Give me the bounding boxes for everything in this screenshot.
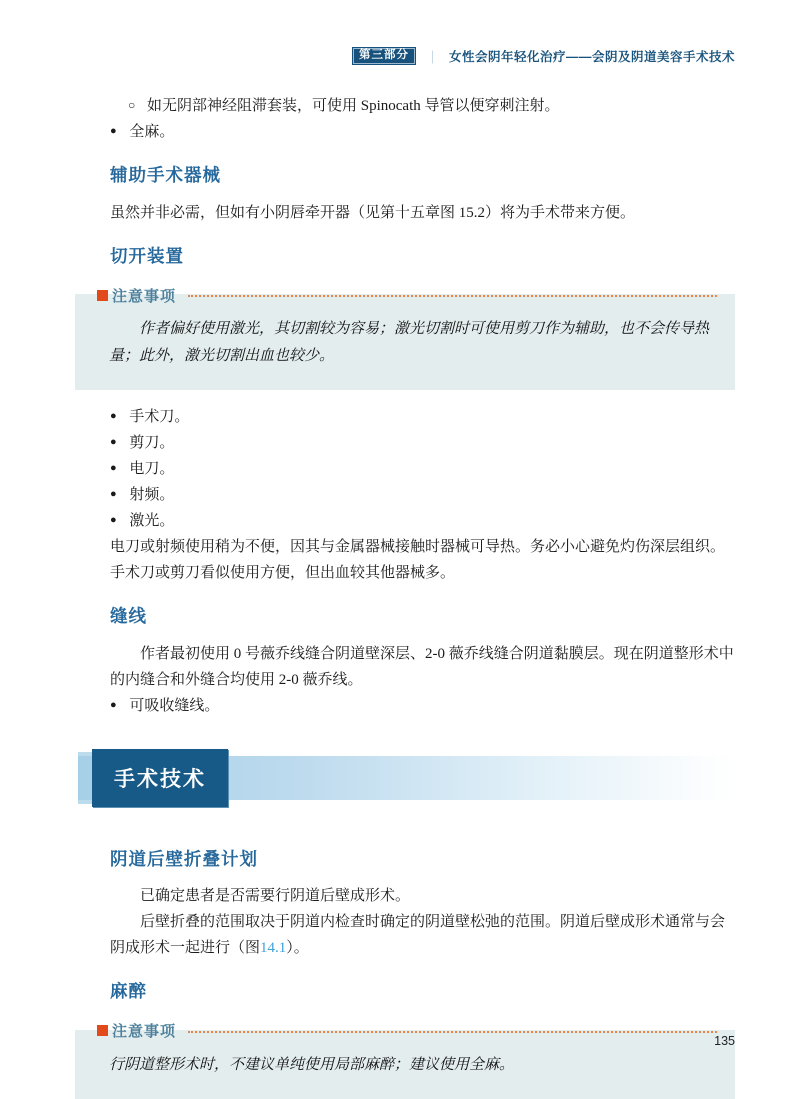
note-header [97, 285, 717, 305]
paragraph-text: 后壁折叠的范围取决于阴道内检查时确定的阴道壁松弛的范围。阴道后壁成形术通常与会阴成形术一起进行（图 [110, 914, 726, 956]
section-banner [75, 749, 735, 807]
bullet-text: 可吸收缝线。 [129, 697, 220, 714]
note-text: 行阴道整形术时，不建议单纯使用局部麻醉；建议使用全麻。 [109, 1056, 515, 1073]
header-divider-icon: ｜ [425, 49, 439, 65]
bullet-text: 全麻。 [129, 124, 175, 140]
list-item [128, 92, 735, 119]
list-item [110, 482, 735, 508]
banner-title: 手术技术 [92, 749, 228, 807]
bullet-text: 激光。 [129, 513, 175, 529]
note-dotted-rule [188, 1031, 717, 1033]
anesthesia-intro-list [75, 92, 735, 145]
bullet-text: 电刀。 [129, 461, 175, 477]
section-heading-aux-instruments: 辅助手术器械 [110, 165, 221, 185]
list-item [110, 404, 735, 430]
note-text: 作者偏好使用激光，其切割较为容易；激光切割时可使用剪刀作为辅助，也不会传导热量；此外，激光切割出血也较少。 [109, 321, 710, 364]
note-callout [75, 1023, 735, 1099]
note-callout [75, 287, 735, 390]
list-item [110, 430, 735, 456]
list-item [110, 508, 735, 534]
note-square-icon [97, 1025, 108, 1036]
bullet-text: 剪刀。 [129, 435, 175, 451]
suture-list [75, 693, 735, 719]
section-heading-anesthesia: 麻醉 [110, 981, 147, 1001]
bullet-text: 射频。 [129, 487, 175, 503]
list-item [110, 119, 735, 145]
note-square-icon [97, 290, 108, 301]
paragraph: 手术刀或剪刀看似使用方便，但出血较其他器械多。 [110, 565, 456, 581]
cutting-tools-list [75, 404, 735, 534]
part-badge: 第三部分 [352, 47, 416, 65]
bullet-text: 手术刀。 [129, 409, 190, 425]
figure-reference-link[interactable]: 14.1 [260, 940, 287, 956]
page-content [75, 92, 735, 1099]
note-label: 注意事项 [112, 287, 177, 305]
note-header [97, 1021, 717, 1041]
paragraph: 已确定患者是否需要行阴道后壁成形术。 [140, 888, 411, 904]
running-title: 女性会阴年轻化治疗——会阴及阴道美容手术技术 [448, 50, 735, 64]
list-item [110, 456, 735, 482]
paragraph-text: ）。 [286, 940, 309, 956]
paragraph [110, 909, 735, 961]
paragraph: 电刀或射频使用稍为不便，因其与金属器械接触时器械可导热。务必小心避免灼伤深层组织。 [110, 539, 726, 555]
note-dotted-rule [188, 295, 717, 297]
running-head [75, 46, 735, 66]
sub-bullet-text: 如无阴部神经阻滞套装，可使用 Spinocath 导管以便穿刺注射。 [147, 98, 560, 114]
section-heading-plication-plan: 阴道后壁折叠计划 [110, 848, 258, 869]
section-heading-incision-device: 切开装置 [110, 245, 184, 266]
page-number: 135 [714, 1034, 735, 1048]
paragraph: 作者最初使用 0 号薇乔线缝合阴道壁深层、2-0 薇乔线缝合阴道黏膜层。现在阴道整形术中的内缝合和外缝合均使用 2-0 薇乔线。 [110, 645, 734, 688]
list-item [110, 693, 735, 719]
note-label: 注意事项 [112, 1023, 177, 1040]
paragraph: 虽然并非必需，但如有小阴唇牵开器（见第十五章图 15.2）将为手术带来方便。 [110, 204, 636, 221]
section-heading-suture: 缝线 [110, 606, 147, 626]
